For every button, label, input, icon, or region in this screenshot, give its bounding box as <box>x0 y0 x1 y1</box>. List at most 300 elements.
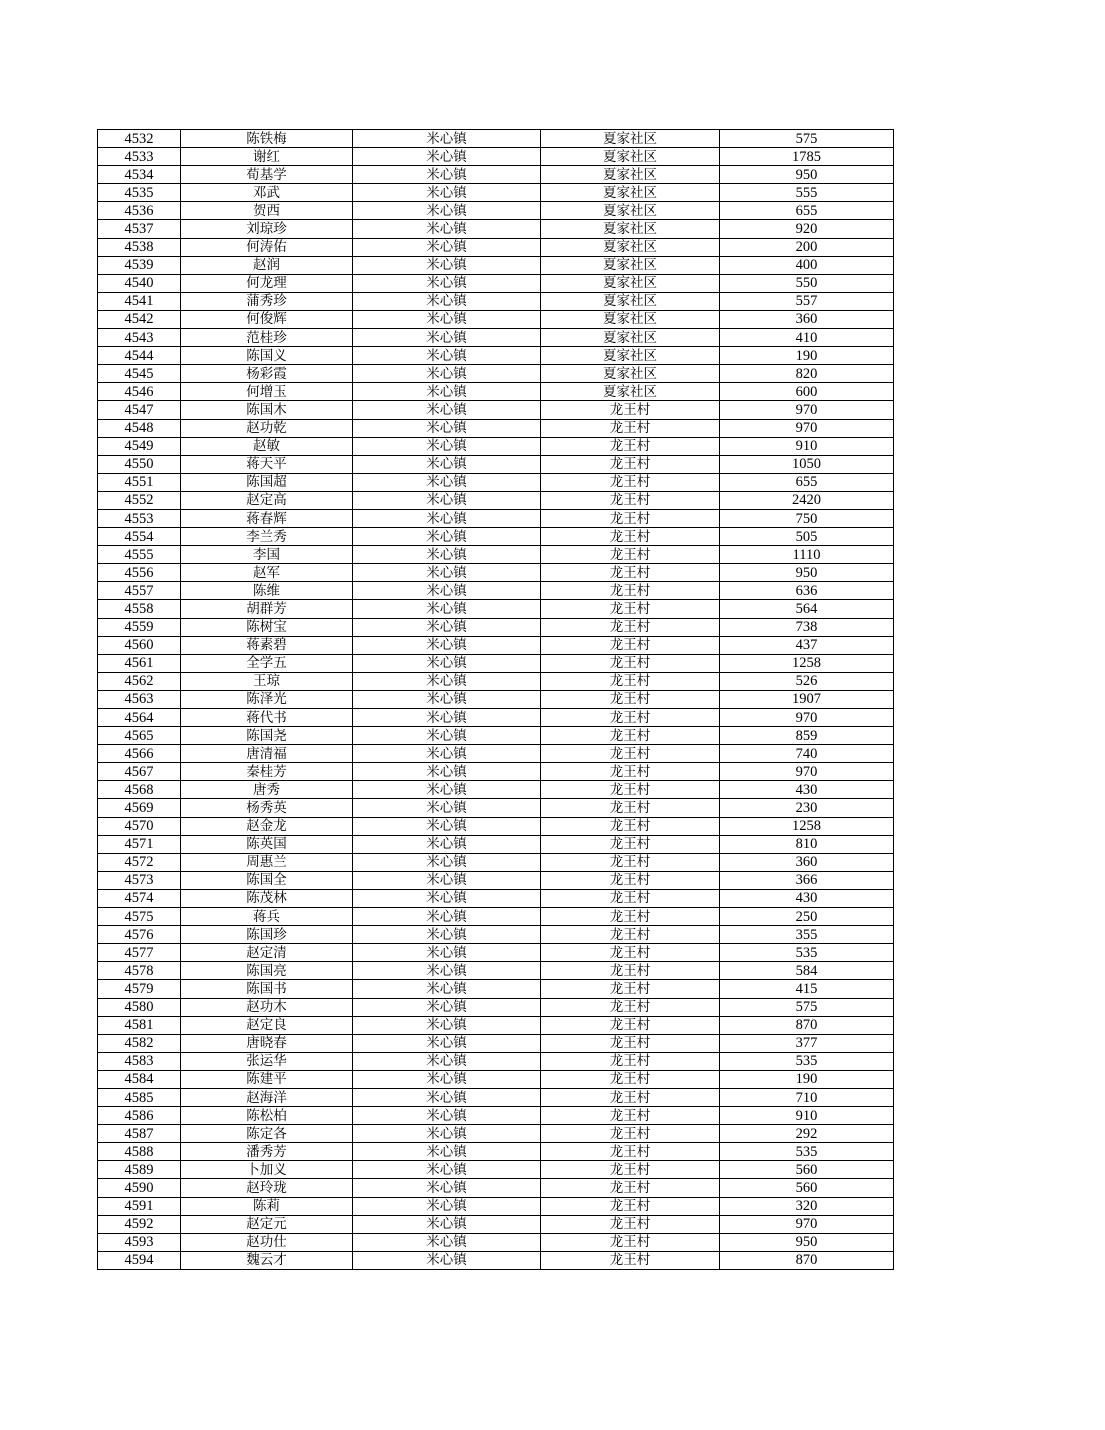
table-row <box>98 1070 894 1088</box>
name-cell: 谢红 <box>181 148 353 166</box>
village-cell: 龙王村 <box>541 1179 720 1197</box>
table-row <box>98 1179 894 1197</box>
amount-cell: 970 <box>720 709 894 727</box>
amount-cell: 400 <box>720 256 894 274</box>
town-cell: 米心镇 <box>353 1034 541 1052</box>
row-id-cell: 4570 <box>98 817 181 835</box>
table-row <box>98 672 894 690</box>
name-cell: 荀基学 <box>181 166 353 184</box>
table-row <box>98 491 894 509</box>
town-cell: 米心镇 <box>353 745 541 763</box>
name-cell: 邓武 <box>181 184 353 202</box>
amount-cell: 820 <box>720 365 894 383</box>
table-row <box>98 564 894 582</box>
table-row <box>98 347 894 365</box>
town-cell: 米心镇 <box>353 564 541 582</box>
amount-cell: 415 <box>720 980 894 998</box>
name-cell: 陈英国 <box>181 835 353 853</box>
town-cell: 米心镇 <box>353 908 541 926</box>
amount-cell: 600 <box>720 383 894 401</box>
name-cell: 陈定各 <box>181 1125 353 1143</box>
name-cell: 陈国义 <box>181 347 353 365</box>
amount-cell: 1907 <box>720 690 894 708</box>
table-row <box>98 184 894 202</box>
row-id-cell: 4576 <box>98 926 181 944</box>
village-cell: 龙王村 <box>541 564 720 582</box>
table-row <box>98 853 894 871</box>
town-cell: 米心镇 <box>353 437 541 455</box>
town-cell: 米心镇 <box>353 546 541 564</box>
table-row <box>98 1016 894 1034</box>
name-cell: 陈维 <box>181 582 353 600</box>
town-cell: 米心镇 <box>353 853 541 871</box>
name-cell: 赵润 <box>181 256 353 274</box>
village-cell: 夏家社区 <box>541 383 720 401</box>
table-row <box>98 383 894 401</box>
table-row <box>98 1233 894 1251</box>
village-cell: 龙王村 <box>541 618 720 636</box>
amount-cell: 810 <box>720 835 894 853</box>
village-cell: 夏家社区 <box>541 184 720 202</box>
amount-cell: 230 <box>720 799 894 817</box>
town-cell: 米心镇 <box>353 709 541 727</box>
amount-cell: 1258 <box>720 654 894 672</box>
row-id-cell: 4557 <box>98 582 181 600</box>
name-cell: 赵玲珑 <box>181 1179 353 1197</box>
name-cell: 蒋天平 <box>181 455 353 473</box>
name-cell: 陈国木 <box>181 401 353 419</box>
town-cell: 米心镇 <box>353 763 541 781</box>
name-cell: 李兰秀 <box>181 528 353 546</box>
village-cell: 龙王村 <box>541 401 720 419</box>
row-id-cell: 4558 <box>98 600 181 618</box>
row-id-cell: 4539 <box>98 256 181 274</box>
town-cell: 米心镇 <box>353 184 541 202</box>
village-cell: 龙王村 <box>541 1251 720 1269</box>
village-cell: 龙王村 <box>541 727 720 745</box>
amount-cell: 250 <box>720 908 894 926</box>
table-row <box>98 365 894 383</box>
row-id-cell: 4536 <box>98 202 181 220</box>
table-row <box>98 256 894 274</box>
town-cell: 米心镇 <box>353 1107 541 1125</box>
name-cell: 蒲秀珍 <box>181 292 353 310</box>
amount-cell: 910 <box>720 1107 894 1125</box>
amount-cell: 950 <box>720 1233 894 1251</box>
town-cell: 米心镇 <box>353 509 541 527</box>
row-id-cell: 4547 <box>98 401 181 419</box>
table-row <box>98 908 894 926</box>
row-id-cell: 4571 <box>98 835 181 853</box>
row-id-cell: 4534 <box>98 166 181 184</box>
amount-cell: 920 <box>720 220 894 238</box>
name-cell: 唐秀 <box>181 781 353 799</box>
name-cell: 陈泽光 <box>181 690 353 708</box>
town-cell: 米心镇 <box>353 618 541 636</box>
row-id-cell: 4545 <box>98 365 181 383</box>
name-cell: 魏云才 <box>181 1251 353 1269</box>
row-id-cell: 4565 <box>98 727 181 745</box>
amount-cell: 355 <box>720 926 894 944</box>
amount-cell: 970 <box>720 419 894 437</box>
table-row <box>98 690 894 708</box>
table-row <box>98 1143 894 1161</box>
row-id-cell: 4562 <box>98 672 181 690</box>
table-row <box>98 1034 894 1052</box>
table-row <box>98 998 894 1016</box>
row-id-cell: 4564 <box>98 709 181 727</box>
table-row <box>98 419 894 437</box>
town-cell: 米心镇 <box>353 292 541 310</box>
amount-cell: 564 <box>720 600 894 618</box>
name-cell: 赵军 <box>181 564 353 582</box>
town-cell: 米心镇 <box>353 799 541 817</box>
table-row <box>98 166 894 184</box>
village-cell: 龙王村 <box>541 654 720 672</box>
name-cell: 贺西 <box>181 202 353 220</box>
amount-cell: 950 <box>720 564 894 582</box>
amount-cell: 560 <box>720 1179 894 1197</box>
row-id-cell: 4563 <box>98 690 181 708</box>
name-cell: 陈松柏 <box>181 1107 353 1125</box>
row-id-cell: 4579 <box>98 980 181 998</box>
amount-cell: 970 <box>720 1215 894 1233</box>
name-cell: 陈国尧 <box>181 727 353 745</box>
name-cell: 赵敏 <box>181 437 353 455</box>
village-cell: 龙王村 <box>541 1088 720 1106</box>
village-cell: 龙王村 <box>541 998 720 1016</box>
row-id-cell: 4586 <box>98 1107 181 1125</box>
amount-cell: 410 <box>720 329 894 347</box>
name-cell: 全学五 <box>181 654 353 672</box>
row-id-cell: 4567 <box>98 763 181 781</box>
village-cell: 龙王村 <box>541 709 720 727</box>
town-cell: 米心镇 <box>353 473 541 491</box>
town-cell: 米心镇 <box>353 274 541 292</box>
row-id-cell: 4582 <box>98 1034 181 1052</box>
village-cell: 夏家社区 <box>541 329 720 347</box>
town-cell: 米心镇 <box>353 329 541 347</box>
town-cell: 米心镇 <box>353 1016 541 1034</box>
name-cell: 陈国全 <box>181 871 353 889</box>
amount-cell: 437 <box>720 636 894 654</box>
row-id-cell: 4589 <box>98 1161 181 1179</box>
row-id-cell: 4553 <box>98 509 181 527</box>
table-body <box>98 130 894 1270</box>
village-cell: 龙王村 <box>541 636 720 654</box>
name-cell: 卜加义 <box>181 1161 353 1179</box>
name-cell: 王琼 <box>181 672 353 690</box>
town-cell: 米心镇 <box>353 926 541 944</box>
name-cell: 蒋代书 <box>181 709 353 727</box>
town-cell: 米心镇 <box>353 202 541 220</box>
row-id-cell: 4549 <box>98 437 181 455</box>
village-cell: 龙王村 <box>541 1070 720 1088</box>
amount-cell: 1110 <box>720 546 894 564</box>
village-cell: 龙王村 <box>541 437 720 455</box>
row-id-cell: 4542 <box>98 310 181 328</box>
table-row <box>98 727 894 745</box>
village-cell: 夏家社区 <box>541 274 720 292</box>
table-row <box>98 473 894 491</box>
village-cell: 龙王村 <box>541 781 720 799</box>
row-id-cell: 4546 <box>98 383 181 401</box>
table-row <box>98 148 894 166</box>
amount-cell: 430 <box>720 889 894 907</box>
amount-cell: 1050 <box>720 455 894 473</box>
name-cell: 赵功乾 <box>181 419 353 437</box>
village-cell: 夏家社区 <box>541 292 720 310</box>
table-row <box>98 1197 894 1215</box>
name-cell: 赵功木 <box>181 998 353 1016</box>
village-cell: 龙王村 <box>541 745 720 763</box>
table-row <box>98 274 894 292</box>
table-row <box>98 1052 894 1070</box>
village-cell: 龙王村 <box>541 672 720 690</box>
village-cell: 夏家社区 <box>541 220 720 238</box>
table-row <box>98 202 894 220</box>
town-cell: 米心镇 <box>353 600 541 618</box>
row-id-cell: 4559 <box>98 618 181 636</box>
village-cell: 夏家社区 <box>541 365 720 383</box>
village-cell: 夏家社区 <box>541 347 720 365</box>
village-cell: 龙王村 <box>541 546 720 564</box>
amount-cell: 636 <box>720 582 894 600</box>
table-row <box>98 1125 894 1143</box>
town-cell: 米心镇 <box>353 130 541 148</box>
town-cell: 米心镇 <box>353 220 541 238</box>
name-cell: 何增玉 <box>181 383 353 401</box>
row-id-cell: 4577 <box>98 944 181 962</box>
row-id-cell: 4556 <box>98 564 181 582</box>
name-cell: 杨彩霞 <box>181 365 353 383</box>
village-cell: 龙王村 <box>541 1034 720 1052</box>
name-cell: 杨秀英 <box>181 799 353 817</box>
name-cell: 陈铁梅 <box>181 130 353 148</box>
data-table <box>97 129 894 1270</box>
row-id-cell: 4580 <box>98 998 181 1016</box>
town-cell: 米心镇 <box>353 310 541 328</box>
amount-cell: 655 <box>720 473 894 491</box>
name-cell: 赵定元 <box>181 1215 353 1233</box>
town-cell: 米心镇 <box>353 889 541 907</box>
row-id-cell: 4575 <box>98 908 181 926</box>
name-cell: 胡群芳 <box>181 600 353 618</box>
name-cell: 陈树宝 <box>181 618 353 636</box>
village-cell: 龙王村 <box>541 908 720 926</box>
table-row <box>98 238 894 256</box>
amount-cell: 710 <box>720 1088 894 1106</box>
table-row <box>98 781 894 799</box>
row-id-cell: 4566 <box>98 745 181 763</box>
table-row <box>98 528 894 546</box>
row-id-cell: 4594 <box>98 1251 181 1269</box>
amount-cell: 870 <box>720 1016 894 1034</box>
town-cell: 米心镇 <box>353 962 541 980</box>
table-row <box>98 871 894 889</box>
table-row <box>98 962 894 980</box>
amount-cell: 740 <box>720 745 894 763</box>
name-cell: 陈国亮 <box>181 962 353 980</box>
name-cell: 李国 <box>181 546 353 564</box>
town-cell: 米心镇 <box>353 365 541 383</box>
village-cell: 龙王村 <box>541 582 720 600</box>
town-cell: 米心镇 <box>353 690 541 708</box>
table-row <box>98 763 894 781</box>
village-cell: 龙王村 <box>541 1197 720 1215</box>
name-cell: 唐清福 <box>181 745 353 763</box>
name-cell: 潘秀芳 <box>181 1143 353 1161</box>
village-cell: 龙王村 <box>541 509 720 527</box>
town-cell: 米心镇 <box>353 654 541 672</box>
amount-cell: 970 <box>720 401 894 419</box>
village-cell: 龙王村 <box>541 853 720 871</box>
town-cell: 米心镇 <box>353 835 541 853</box>
village-cell: 龙王村 <box>541 980 720 998</box>
row-id-cell: 4548 <box>98 419 181 437</box>
amount-cell: 550 <box>720 274 894 292</box>
row-id-cell: 4538 <box>98 238 181 256</box>
amount-cell: 560 <box>720 1161 894 1179</box>
row-id-cell: 4590 <box>98 1179 181 1197</box>
amount-cell: 190 <box>720 1070 894 1088</box>
table-row <box>98 654 894 672</box>
row-id-cell: 4587 <box>98 1125 181 1143</box>
amount-cell: 292 <box>720 1125 894 1143</box>
town-cell: 米心镇 <box>353 347 541 365</box>
row-id-cell: 4578 <box>98 962 181 980</box>
town-cell: 米心镇 <box>353 455 541 473</box>
name-cell: 何涛佑 <box>181 238 353 256</box>
table-row <box>98 799 894 817</box>
name-cell: 赵金龙 <box>181 817 353 835</box>
row-id-cell: 4581 <box>98 1016 181 1034</box>
name-cell: 陈国超 <box>181 473 353 491</box>
amount-cell: 1785 <box>720 148 894 166</box>
row-id-cell: 4585 <box>98 1088 181 1106</box>
town-cell: 米心镇 <box>353 1125 541 1143</box>
town-cell: 米心镇 <box>353 1197 541 1215</box>
table-row <box>98 1107 894 1125</box>
name-cell: 陈茂林 <box>181 889 353 907</box>
town-cell: 米心镇 <box>353 1215 541 1233</box>
village-cell: 龙王村 <box>541 455 720 473</box>
row-id-cell: 4535 <box>98 184 181 202</box>
table-row <box>98 130 894 148</box>
town-cell: 米心镇 <box>353 1161 541 1179</box>
name-cell: 赵定良 <box>181 1016 353 1034</box>
row-id-cell: 4561 <box>98 654 181 672</box>
table-row <box>98 980 894 998</box>
table-row <box>98 1161 894 1179</box>
town-cell: 米心镇 <box>353 980 541 998</box>
village-cell: 龙王村 <box>541 1215 720 1233</box>
town-cell: 米心镇 <box>353 1070 541 1088</box>
amount-cell: 910 <box>720 437 894 455</box>
village-cell: 龙王村 <box>541 962 720 980</box>
village-cell: 夏家社区 <box>541 238 720 256</box>
amount-cell: 320 <box>720 1197 894 1215</box>
amount-cell: 584 <box>720 962 894 980</box>
amount-cell: 535 <box>720 1052 894 1070</box>
name-cell: 蒋兵 <box>181 908 353 926</box>
name-cell: 陈建平 <box>181 1070 353 1088</box>
table-row <box>98 220 894 238</box>
name-cell: 何龙理 <box>181 274 353 292</box>
amount-cell: 360 <box>720 853 894 871</box>
table-row <box>98 600 894 618</box>
amount-cell: 738 <box>720 618 894 636</box>
table-row <box>98 546 894 564</box>
village-cell: 龙王村 <box>541 871 720 889</box>
town-cell: 米心镇 <box>353 1143 541 1161</box>
name-cell: 刘琼珍 <box>181 220 353 238</box>
name-cell: 赵定高 <box>181 491 353 509</box>
table-row <box>98 709 894 727</box>
village-cell: 龙王村 <box>541 944 720 962</box>
table-row <box>98 618 894 636</box>
amount-cell: 575 <box>720 998 894 1016</box>
town-cell: 米心镇 <box>353 419 541 437</box>
amount-cell: 870 <box>720 1251 894 1269</box>
village-cell: 龙王村 <box>541 690 720 708</box>
name-cell: 张运华 <box>181 1052 353 1070</box>
row-id-cell: 4574 <box>98 889 181 907</box>
table-row <box>98 926 894 944</box>
town-cell: 米心镇 <box>353 148 541 166</box>
village-cell: 龙王村 <box>541 1125 720 1143</box>
table-row <box>98 944 894 962</box>
amount-cell: 655 <box>720 202 894 220</box>
village-cell: 龙王村 <box>541 473 720 491</box>
village-cell: 龙王村 <box>541 1107 720 1125</box>
amount-cell: 535 <box>720 1143 894 1161</box>
village-cell: 夏家社区 <box>541 202 720 220</box>
amount-cell: 557 <box>720 292 894 310</box>
name-cell: 秦桂芳 <box>181 763 353 781</box>
village-cell: 龙王村 <box>541 1233 720 1251</box>
name-cell: 范桂珍 <box>181 329 353 347</box>
town-cell: 米心镇 <box>353 1251 541 1269</box>
town-cell: 米心镇 <box>353 871 541 889</box>
row-id-cell: 4569 <box>98 799 181 817</box>
town-cell: 米心镇 <box>353 528 541 546</box>
town-cell: 米心镇 <box>353 636 541 654</box>
row-id-cell: 4554 <box>98 528 181 546</box>
name-cell: 陈莉 <box>181 1197 353 1215</box>
row-id-cell: 4591 <box>98 1197 181 1215</box>
town-cell: 米心镇 <box>353 944 541 962</box>
row-id-cell: 4593 <box>98 1233 181 1251</box>
amount-cell: 535 <box>720 944 894 962</box>
town-cell: 米心镇 <box>353 672 541 690</box>
village-cell: 龙王村 <box>541 817 720 835</box>
village-cell: 龙王村 <box>541 528 720 546</box>
name-cell: 唐晓春 <box>181 1034 353 1052</box>
town-cell: 米心镇 <box>353 383 541 401</box>
table-row <box>98 817 894 835</box>
village-cell: 龙王村 <box>541 926 720 944</box>
name-cell: 蒋春辉 <box>181 509 353 527</box>
village-cell: 龙王村 <box>541 835 720 853</box>
table-row <box>98 437 894 455</box>
table-row <box>98 292 894 310</box>
village-cell: 夏家社区 <box>541 310 720 328</box>
amount-cell: 2420 <box>720 491 894 509</box>
name-cell: 蒋素碧 <box>181 636 353 654</box>
table-row <box>98 636 894 654</box>
village-cell: 夏家社区 <box>541 148 720 166</box>
